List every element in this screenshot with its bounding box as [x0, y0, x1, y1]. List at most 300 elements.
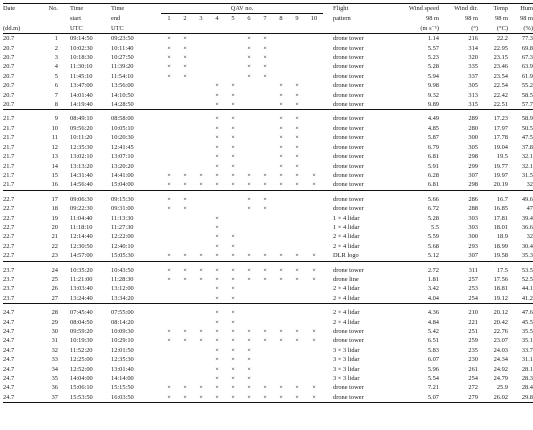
cell-no: 22 — [51, 242, 58, 250]
cell-qav-mark — [241, 152, 257, 161]
cell-temp: 22.42 — [493, 91, 508, 99]
cell-hum: 61.9 — [521, 72, 533, 80]
cell-qav-mark: × — [263, 44, 267, 52]
cell-qav-mark: × — [183, 252, 187, 260]
cell-hum: 63.9 — [521, 63, 533, 71]
cell-qav-mark: × — [183, 195, 187, 203]
header-time-start-sub: start — [70, 15, 82, 23]
cell-qav-mark — [257, 124, 273, 133]
cell-hum: 41.2 — [521, 294, 533, 302]
cell-qav-mark: × — [167, 72, 171, 80]
cell-wind-speed: 5.28 — [427, 214, 439, 222]
cell-qav-mark — [193, 44, 209, 53]
cell-qav-mark: × — [312, 328, 316, 335]
table-row — [3, 393, 533, 403]
table-row — [3, 318, 533, 327]
cell-time-start: 12:35:30 — [70, 143, 93, 151]
cell-no: 16 — [51, 181, 58, 189]
cell-time-end: 11:27:30 — [111, 223, 134, 231]
cell-flight-pattern: drone tower — [333, 195, 364, 203]
cell-qav-mark: × — [263, 205, 267, 213]
cell-qav-mark — [193, 62, 209, 71]
cell-time-start: 08:04:50 — [70, 318, 93, 326]
cell-temp: 23.07 — [493, 337, 508, 345]
cell-qav-mark: × — [279, 82, 283, 90]
cell-qav-mark: × — [295, 153, 299, 161]
cell-flight-pattern: drone tower — [333, 82, 364, 90]
cell-qav-mark — [273, 62, 289, 71]
cell-hum: 30.4 — [521, 242, 533, 250]
cell-qav-mark: × — [199, 252, 203, 260]
cell-time-start: 11:45:10 — [70, 72, 93, 80]
cell-qav-mark — [209, 34, 225, 44]
cell-time-end: 10:05:10 — [111, 124, 134, 132]
header-flight: Flight — [323, 4, 401, 14]
cell-no: 20 — [51, 223, 58, 231]
cell-qav-mark: × — [167, 328, 171, 335]
cell-date: 22.7 — [3, 195, 15, 203]
cell-flight-pattern: DLR logo — [333, 252, 359, 260]
cell-wind-dir: 311 — [468, 266, 478, 274]
cell-qav-mark — [209, 44, 225, 53]
cell-wind-dir: 286 — [468, 195, 478, 203]
cell-no: 9 — [54, 115, 58, 123]
cell-qav-mark: × — [231, 233, 235, 241]
cell-temp: 18.9 — [496, 233, 508, 241]
cell-qav-mark: × — [231, 143, 235, 151]
cell-wind-dir: 315 — [468, 101, 478, 109]
cell-flight-pattern: drone tower — [323, 393, 401, 403]
header-empty — [30, 24, 58, 34]
cell-time-start: 13:02:10 — [70, 153, 93, 161]
table-row — [3, 327, 533, 336]
cell-qav-mark — [273, 195, 289, 204]
cell-qav-mark — [177, 133, 193, 142]
cell-time-end: 10:11:40 — [111, 44, 134, 52]
cell-qav-mark: × — [312, 171, 316, 179]
cell-qav-mark — [177, 318, 193, 327]
cell-qav-mark — [289, 374, 305, 383]
cell-qav-mark — [273, 214, 289, 223]
cell-hum: 29.8 — [508, 393, 533, 403]
cell-time-start: 10:35:20 — [70, 266, 93, 274]
cell-wind-speed: 6.81 — [427, 181, 439, 189]
cell-wind-dir: 279 — [439, 393, 478, 403]
cell-qav-mark — [257, 284, 273, 293]
cell-flight-pattern: drone tower — [333, 134, 364, 142]
cell-qav-mark: × — [295, 384, 299, 392]
cell-flight-pattern: 3 × 3 lidar — [333, 375, 360, 383]
cell-hum: 69.8 — [521, 44, 533, 52]
cell-qav-mark: × — [247, 252, 251, 260]
header-empty — [323, 24, 401, 34]
cell-time-start: 07:45:40 — [70, 309, 93, 317]
cell-qav-mark — [305, 318, 323, 327]
header-wind-speed-sub: 98 m — [426, 15, 439, 23]
cell-qav-mark — [273, 223, 289, 232]
cell-qav-mark — [177, 214, 193, 223]
cell-qav-mark: × — [312, 337, 316, 345]
cell-temp: 19.5 — [496, 153, 508, 161]
table-row — [3, 180, 533, 190]
cell-qav-mark — [273, 232, 289, 241]
cell-qav-mark: × — [295, 124, 299, 132]
cell-hum: 47.6 — [521, 309, 533, 317]
cell-no: 2 — [54, 44, 58, 52]
cell-wind-speed: 5.23 — [427, 54, 439, 62]
cell-qav-mark: × — [231, 328, 235, 335]
cell-qav-mark: × — [231, 162, 235, 170]
header-temp-unit: (°C) — [478, 24, 508, 34]
cell-qav-mark: × — [295, 337, 299, 345]
cell-qav-mark — [193, 100, 209, 110]
cell-temp: 24.92 — [493, 365, 508, 373]
cell-wind-speed: 5.83 — [427, 346, 439, 354]
cell-qav-mark — [161, 91, 177, 100]
cell-qav-mark — [225, 62, 241, 71]
cell-flight-pattern: drone tower — [333, 115, 364, 123]
cell-flight-pattern: drone tower — [333, 328, 364, 335]
header-qav-number: 5 — [231, 15, 235, 23]
cell-time-end: 13:34:20 — [111, 294, 134, 302]
cell-temp: 18.99 — [493, 242, 508, 250]
cell-time-start: 12:30:50 — [70, 242, 93, 250]
cell-no: 33 — [51, 356, 58, 364]
cell-qav-mark — [193, 204, 209, 213]
cell-qav-mark — [305, 114, 323, 123]
cell-qav-mark: × — [199, 337, 203, 345]
cell-qav-mark: × — [199, 181, 203, 189]
cell-wind-speed: 5.12 — [427, 252, 439, 260]
cell-qav-mark: × — [167, 35, 171, 43]
cell-time-end: 10:20:30 — [111, 134, 134, 142]
cell-temp: 25.9 — [496, 384, 508, 392]
cell-wind-dir: 320 — [468, 54, 478, 62]
cell-time-start: 13:13:20 — [70, 162, 93, 170]
cell-qav-mark: × — [199, 275, 203, 283]
table-row — [3, 152, 533, 161]
cell-time-end: 14:10:50 — [111, 91, 134, 99]
cell-flight-pattern: drone tower — [333, 181, 364, 189]
cell-flight-pattern: 2 × 4 lidar — [333, 294, 360, 302]
cell-qav-mark: × — [279, 328, 283, 335]
cell-qav-mark — [225, 72, 241, 81]
cell-flight-pattern: 1 × 4 lidar — [333, 214, 360, 222]
cell-temp: 22.95 — [493, 44, 508, 52]
cell-date: 22.7 — [3, 242, 15, 250]
cell-qav-mark: × — [183, 181, 187, 189]
cell-date: 24.7 — [3, 384, 15, 392]
cell-temp: 22.51 — [493, 101, 508, 109]
cell-hum: 28.1 — [521, 365, 533, 373]
cell-qav-mark: × — [279, 266, 283, 274]
cell-qav-mark — [241, 223, 257, 232]
cell-qav-mark — [193, 242, 209, 251]
cell-qav-mark: × — [231, 124, 235, 132]
cell-date: 21.7 — [3, 143, 15, 151]
cell-qav-mark — [209, 62, 225, 71]
cell-temp: 17.5 — [496, 266, 508, 274]
cell-qav-mark — [225, 44, 241, 53]
cell-qav-mark: × — [209, 393, 225, 403]
cell-qav-mark: × — [263, 54, 267, 62]
header-wind-dir-sub: 98 m — [465, 15, 478, 23]
cell-wind-speed: 5.59 — [427, 233, 439, 241]
cell-hum: 39.4 — [521, 214, 533, 222]
table-row — [3, 232, 533, 241]
cell-wind-speed: 9.89 — [427, 101, 439, 109]
cell-date: 22.7 — [3, 223, 15, 231]
cell-qav-mark: × — [263, 275, 267, 283]
header-wind-speed: Wind speed — [401, 4, 439, 14]
cell-qav-mark: × — [215, 223, 219, 231]
cell-no: 6 — [54, 82, 58, 90]
cell-qav-mark: × — [167, 181, 171, 189]
cell-qav-mark: × — [247, 54, 251, 62]
cell-time-start: 11:30:10 — [70, 63, 93, 71]
cell-hum: 31.5 — [521, 171, 533, 179]
cell-time-start: 09:14:50 — [70, 35, 93, 43]
cell-wind-dir: 313 — [468, 91, 478, 99]
cell-qav-mark — [177, 355, 193, 364]
cell-time-end: 12:22:00 — [111, 233, 134, 241]
cell-qav-mark — [177, 114, 193, 123]
table-row — [3, 266, 533, 275]
cell-flight-pattern: 2 × 4 lidar — [333, 285, 360, 293]
cell-no: 30 — [51, 328, 58, 335]
cell-qav-mark: × — [279, 252, 283, 260]
cell-qav-mark — [241, 100, 257, 110]
cell-qav-mark — [241, 162, 257, 171]
cell-temp: 19.12 — [493, 294, 508, 302]
cell-temp: 17.23 — [493, 115, 508, 123]
cell-flight-pattern: drone tower — [333, 337, 364, 345]
cell-qav-mark: × — [231, 252, 235, 260]
cell-wind-speed: 7.21 — [427, 384, 439, 392]
cell-qav-mark — [177, 308, 193, 317]
cell-temp: 17.56 — [493, 275, 508, 283]
header-date: Date — [3, 4, 30, 14]
table-row — [3, 308, 533, 317]
cell-temp: 18.01 — [493, 223, 508, 231]
cell-wind-dir: 305 — [468, 82, 478, 90]
cell-time-start: 14:57:00 — [70, 252, 93, 260]
table-row — [3, 223, 533, 232]
cell-flight-pattern: 2 × 4 lidar — [333, 233, 360, 241]
cell-qav-mark — [161, 100, 177, 110]
cell-time-start: 11:18:10 — [70, 223, 93, 231]
cell-qav-mark — [161, 81, 177, 90]
cell-qav-mark — [305, 162, 323, 171]
cell-temp: 24.34 — [493, 356, 508, 364]
cell-qav-mark: × — [167, 337, 171, 345]
cell-time-start: 12:25:00 — [70, 356, 93, 364]
cell-qav-mark — [177, 374, 193, 383]
cell-qav-mark: × — [167, 171, 171, 179]
cell-qav-mark — [225, 53, 241, 62]
cell-time-end: 13:01:40 — [111, 365, 134, 373]
cell-date: 20.7 — [3, 35, 15, 43]
cell-qav-mark: × — [183, 44, 187, 52]
cell-time-start: 11:21:00 — [70, 275, 93, 283]
cell-qav-mark: × — [295, 91, 299, 99]
cell-qav-mark: × — [183, 266, 187, 274]
cell-wind-dir: 289 — [468, 115, 478, 123]
cell-flight-pattern: drone tower — [333, 91, 364, 99]
cell-qav-mark: × — [312, 181, 316, 189]
cell-temp: 19.77 — [493, 162, 508, 170]
cell-qav-mark — [161, 232, 177, 241]
cell-qav-mark — [305, 204, 323, 213]
cell-no: 12 — [51, 143, 58, 151]
cell-no: 32 — [51, 346, 58, 354]
cell-no: 34 — [51, 365, 58, 373]
cell-qav-mark — [305, 195, 323, 204]
cell-no: 25 — [51, 275, 58, 283]
table-row — [3, 44, 533, 53]
cell-time-start: 13:47:00 — [70, 82, 93, 90]
cell-wind-speed: 9.98 — [427, 82, 439, 90]
cell-qav-mark: × — [199, 266, 203, 274]
cell-date: 24.7 — [3, 346, 15, 354]
cell-hum: 58.9 — [521, 115, 533, 123]
cell-qav-mark: × — [247, 63, 251, 71]
cell-qav-mark — [305, 34, 323, 44]
cell-wind-dir: 235 — [468, 346, 478, 354]
cell-qav-mark — [161, 242, 177, 251]
cell-qav-mark — [177, 242, 193, 251]
cell-time-end: 11:28:30 — [111, 275, 134, 283]
cell-date: 24.7 — [3, 375, 15, 383]
cell-qav-mark — [193, 195, 209, 204]
cell-time-end: 14:14:00 — [111, 375, 134, 383]
cell-no: 14 — [51, 162, 58, 170]
cell-qav-mark — [193, 133, 209, 142]
cell-no: 1 — [54, 35, 58, 43]
cell-date: 23.7 — [3, 266, 15, 274]
cell-qav-mark: × — [247, 195, 251, 203]
cell-flight-pattern: drone tower — [333, 143, 364, 151]
cell-time-end: 12:40:10 — [111, 242, 134, 250]
cell-date: 24.7 — [3, 328, 15, 335]
cell-qav-mark: × — [215, 171, 219, 179]
cell-no: 15 — [51, 171, 58, 179]
cell-qav-mark — [305, 100, 323, 110]
table-row — [3, 284, 533, 293]
cell-qav-mark: × — [215, 375, 219, 383]
cell-qav-mark: × — [215, 153, 219, 161]
cell-qav-mark — [193, 214, 209, 223]
cell-qav-mark — [305, 53, 323, 62]
cell-no: 27 — [51, 294, 58, 302]
cell-qav-mark — [161, 223, 177, 232]
cell-qav-mark — [257, 81, 273, 90]
cell-flight-pattern: drone tower — [333, 35, 364, 43]
cell-qav-mark — [177, 152, 193, 161]
header-time-end-sub: end — [111, 15, 121, 23]
cell-qav-mark — [273, 308, 289, 317]
cell-qav-mark — [289, 346, 305, 355]
cell-date: 24.7 — [3, 356, 15, 364]
cell-no: 35 — [51, 375, 58, 383]
cell-flight-pattern: 2 × 4 lidar — [333, 318, 360, 326]
cell-qav-mark: × — [295, 101, 299, 109]
cell-qav-mark — [305, 133, 323, 142]
header-qav-number: 9 — [295, 15, 299, 23]
table-row — [3, 374, 533, 383]
cell-qav-mark — [273, 365, 289, 374]
cell-qav-mark: × — [247, 346, 251, 354]
cell-no: 5 — [54, 72, 58, 80]
cell-qav-mark — [257, 162, 273, 171]
cell-time-end: 15:05:30 — [111, 252, 134, 260]
header-hum: Hum — [508, 4, 533, 14]
cell-date: 21.7 — [3, 134, 15, 142]
table-row — [3, 133, 533, 142]
cell-qav-mark: × — [241, 393, 257, 403]
cell-qav-mark: × — [247, 181, 251, 189]
cell-time-start: 14:04:00 — [70, 375, 93, 383]
cell-qav-mark: × — [263, 266, 267, 274]
cell-qav-mark — [257, 152, 273, 161]
table-row — [3, 204, 533, 213]
cell-qav-mark: × — [215, 328, 219, 335]
header-temp: Temp — [478, 4, 508, 14]
cell-qav-mark: × — [215, 162, 219, 170]
cell-qav-mark: × — [215, 101, 219, 109]
cell-qav-mark — [241, 242, 257, 251]
cell-qav-mark: × — [247, 205, 251, 213]
header-temp-sub: 98 m — [495, 15, 508, 23]
cell-wind-speed: 2.72 — [427, 266, 439, 274]
cell-wind-dir: 298 — [468, 153, 478, 161]
cell-qav-mark — [289, 214, 305, 223]
cell-qav-mark — [305, 308, 323, 317]
cell-qav-mark: × — [295, 143, 299, 151]
cell-qav-mark — [273, 242, 289, 251]
cell-wind-speed: 5.42 — [427, 328, 439, 335]
cell-hum: 47 — [526, 205, 533, 213]
cell-qav-mark: × — [215, 275, 219, 283]
cell-qav-mark — [305, 346, 323, 355]
cell-qav-mark — [273, 284, 289, 293]
cell-qav-mark: × — [161, 393, 177, 403]
cell-wind-dir: 305 — [468, 143, 478, 151]
cell-qav-mark: × — [215, 384, 219, 392]
cell-qav-mark: × — [215, 143, 219, 151]
cell-qav-mark: × — [263, 171, 267, 179]
cell-time-end: 13:20:20 — [111, 162, 134, 170]
cell-qav-mark — [289, 284, 305, 293]
cell-qav-mark — [241, 294, 257, 304]
header-no: No. — [30, 4, 58, 14]
cell-wind-dir: 337 — [468, 72, 478, 80]
cell-date: 20.7 — [3, 63, 15, 71]
cell-qav-mark — [193, 152, 209, 161]
cell-temp: 19.97 — [493, 171, 508, 179]
cell-qav-mark: × — [167, 195, 171, 203]
cell-hum: 36.6 — [521, 223, 533, 231]
cell-hum: 47.5 — [521, 134, 533, 142]
cell-qav-mark: × — [231, 294, 235, 302]
cell-qav-mark: × — [295, 181, 299, 189]
cell-qav-mark: × — [183, 205, 187, 213]
cell-qav-mark — [161, 284, 177, 293]
cell-wind-dir: 254 — [468, 375, 478, 383]
cell-qav-mark: × — [215, 252, 219, 260]
cell-wind-speed: 6.79 — [427, 143, 439, 151]
cell-qav-mark — [273, 318, 289, 327]
